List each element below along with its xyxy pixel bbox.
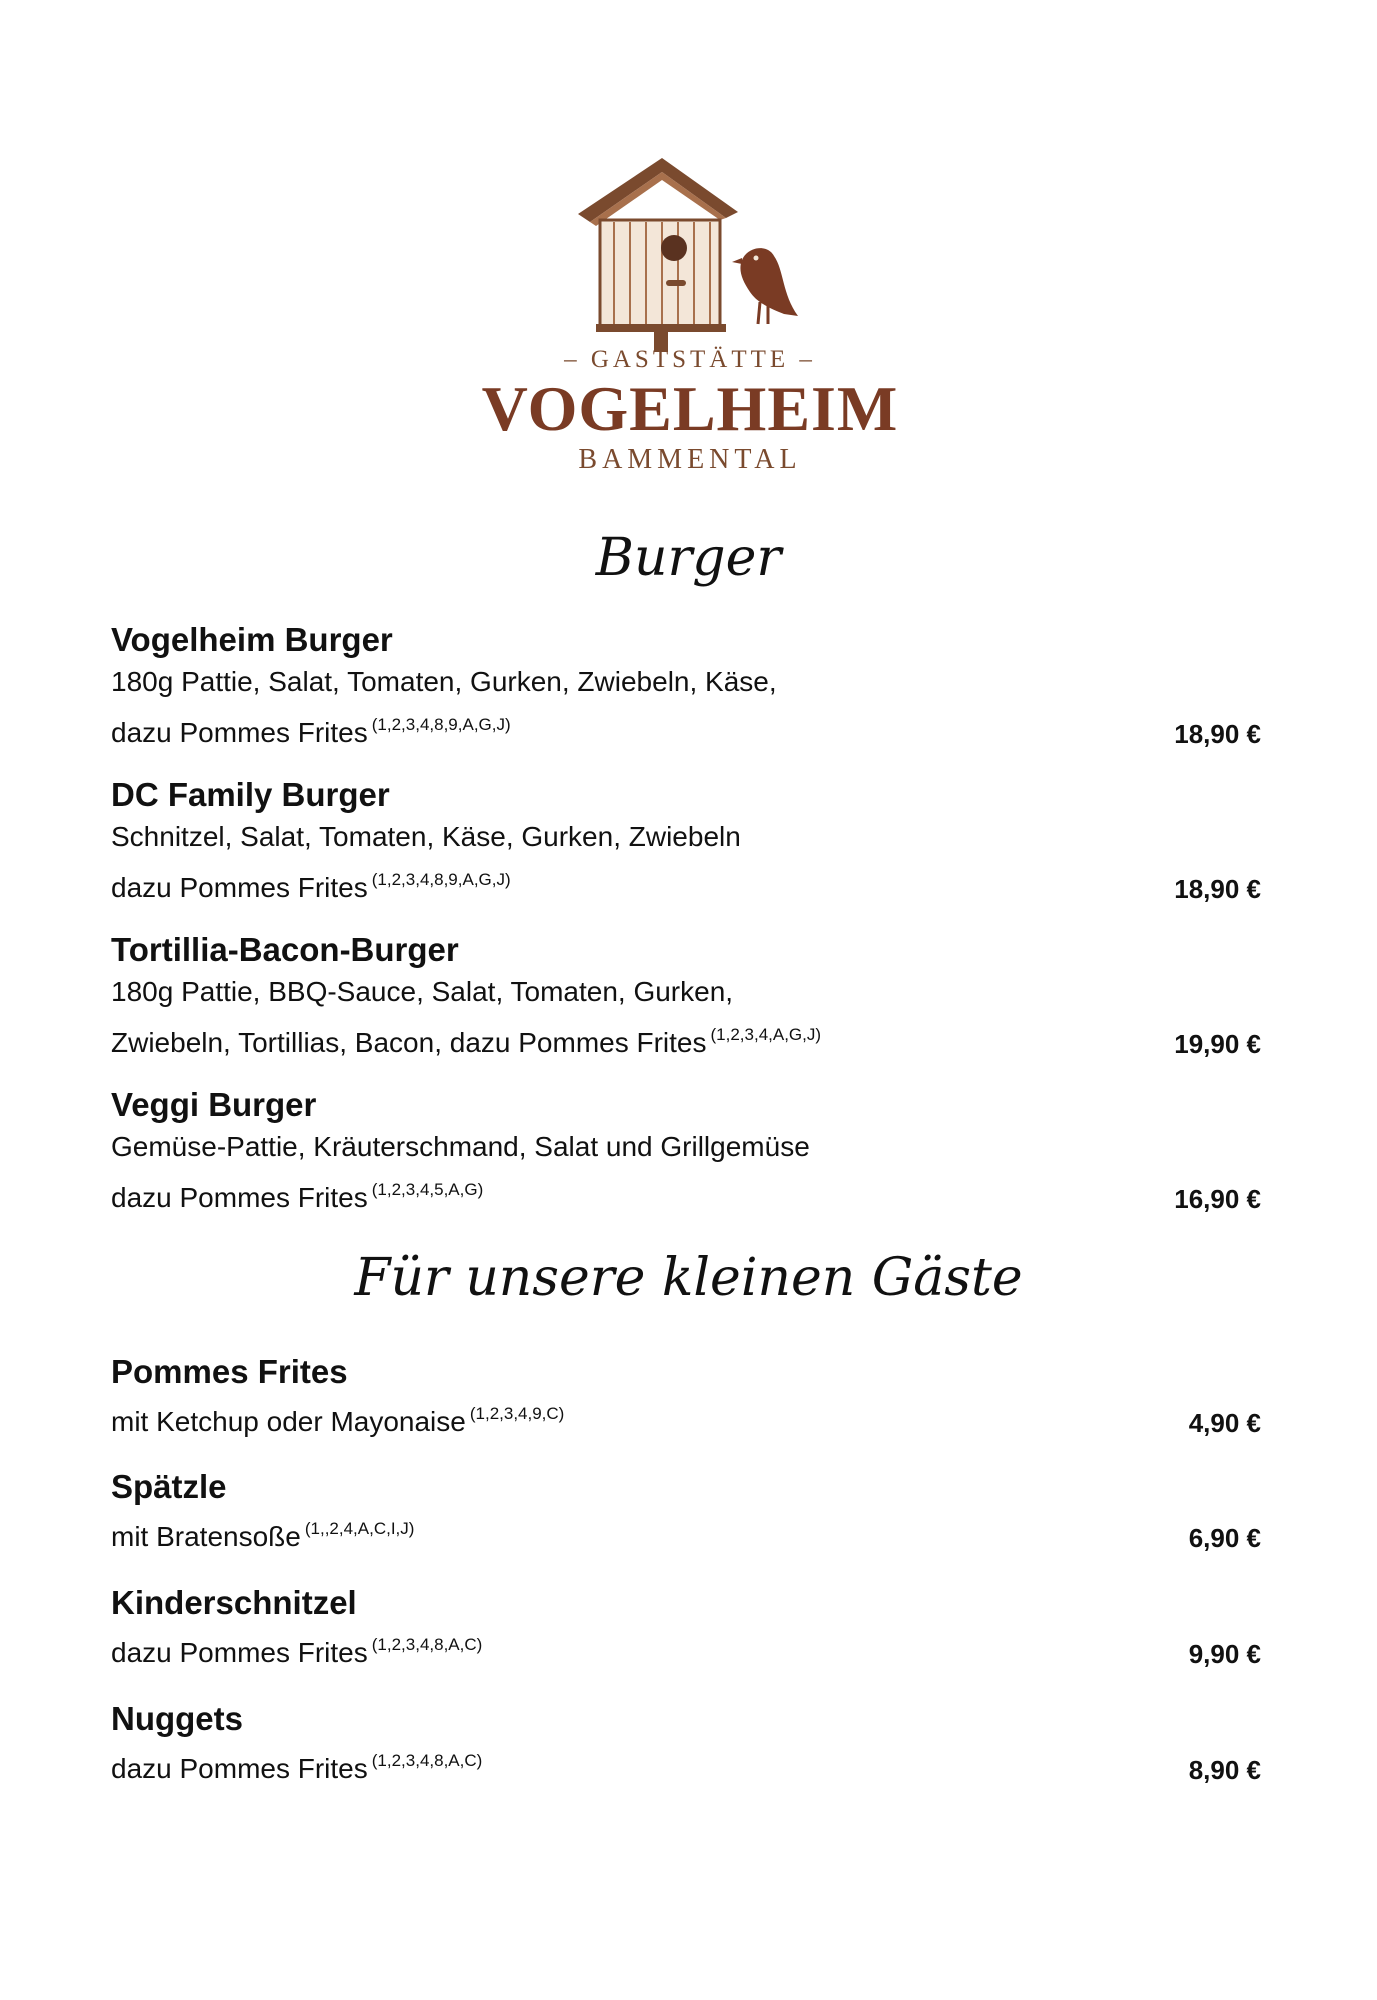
menu-item <box>111 1699 1261 1790</box>
item-price: 16,90 € <box>1174 1184 1261 1214</box>
allergen-codes: (1,2,3,4,5,A,G) <box>371 1180 484 1199</box>
allergen-codes: (1,,2,4,A,C,I,J) <box>304 1519 415 1538</box>
birdhouse-logo-icon <box>570 152 810 352</box>
item-price: 9,90 € <box>1188 1639 1261 1669</box>
section-title-kids: Für unsere kleinen Gäste <box>354 1248 1023 1308</box>
menu-item <box>111 1352 1261 1443</box>
item-price: 18,90 € <box>1174 719 1261 749</box>
allergen-codes: (1,2,3,4,9,C) <box>469 1404 565 1423</box>
menu-item <box>111 1583 1261 1674</box>
item-name: Veggi Burger <box>111 1086 317 1123</box>
restaurant-logo <box>480 140 900 480</box>
menu-item <box>111 620 1261 754</box>
item-name: Nuggets <box>111 1700 243 1737</box>
item-price: 6,90 € <box>1188 1523 1261 1553</box>
logo-location: BAMMENTAL <box>578 444 802 475</box>
menu-item <box>111 930 1261 1064</box>
allergen-codes: (1,2,3,4,8,A,C) <box>371 1635 483 1654</box>
item-name: Pommes Frites <box>111 1353 348 1390</box>
item-name: DC Family Burger <box>111 776 390 813</box>
allergen-codes: (1,2,3,4,8,A,C) <box>371 1751 483 1770</box>
item-description: dazu Pommes Frites <box>111 717 368 748</box>
item-description: dazu Pommes Frites <box>111 1753 368 1784</box>
menu-item <box>111 1467 1261 1558</box>
item-description: Gemüse-Pattie, Kräuterschmand, Salat und Grillgemüse <box>111 1131 810 1162</box>
item-description: mit Ketchup oder Mayonaise <box>111 1406 466 1437</box>
section-title-burger: Burger <box>595 528 782 588</box>
item-description: dazu Pommes Frites <box>111 1182 368 1213</box>
menu-item <box>111 1085 1261 1219</box>
item-description: Schnitzel, Salat, Tomaten, Käse, Gurken, Zwiebeln <box>111 821 741 852</box>
item-description: 180g Pattie, BBQ-Sauce, Salat, Tomaten, Gurken, <box>111 976 734 1007</box>
logo-name: VOGELHEIM <box>481 373 899 444</box>
item-description: dazu Pommes Frites <box>111 1637 368 1668</box>
item-price: 8,90 € <box>1188 1755 1261 1785</box>
item-name: Tortillia-Bacon-Burger <box>111 931 459 968</box>
item-name: Spätzle <box>111 1468 227 1505</box>
item-name: Vogelheim Burger <box>111 621 393 658</box>
item-description: 180g Pattie, Salat, Tomaten, Gurken, Zwiebeln, Käse, <box>111 666 777 697</box>
menu-item <box>111 775 1261 909</box>
allergen-codes: (1,2,3,4,8,9,A,G,J) <box>371 715 511 734</box>
item-price: 19,90 € <box>1174 1029 1261 1059</box>
logo-subtitle-top: – GASTSTÄTTE – <box>564 346 816 373</box>
item-price: 18,90 € <box>1174 874 1261 904</box>
item-description: Zwiebeln, Tortillias, Bacon, dazu Pommes Frites <box>111 1027 707 1058</box>
item-price: 4,90 € <box>1188 1408 1261 1438</box>
item-name: Kinderschnitzel <box>111 1584 357 1621</box>
item-description: mit Bratensoße <box>111 1521 301 1552</box>
item-description: dazu Pommes Frites <box>111 872 368 903</box>
allergen-codes: (1,2,3,4,8,9,A,G,J) <box>371 870 511 889</box>
allergen-codes: (1,2,3,4,A,G,J) <box>710 1025 822 1044</box>
